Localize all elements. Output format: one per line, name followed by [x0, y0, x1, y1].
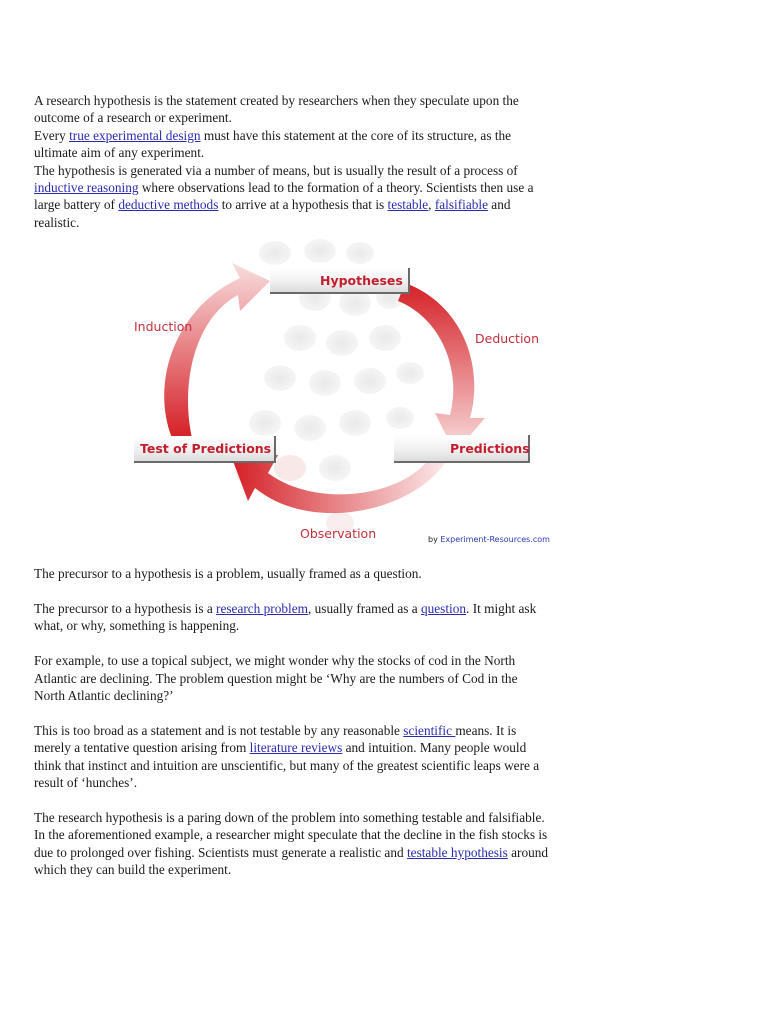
paragraph-too-broad	[34, 722, 549, 792]
p4-text-c: and intuition. Many people would think that instinct and intuition are unscientific, but many of the greatest scientific leaps were a result of ‘hunches’.	[34, 740, 540, 791]
node-hypotheses-label: Hypotheses	[320, 272, 403, 288]
p2-text-b: , usually framed as a	[307, 601, 421, 617]
p2-text-c: . It might ask what, or why, something is happening.	[34, 601, 537, 634]
paragraph-cod-example: For example, to use a topical subject, we might wonder why the stocks of cod in the North Atlantic are declining. The problem question might be ‘Why are the numbers of Cod in the North Atlantic declining?’	[34, 653, 518, 704]
link-deductive-methods[interactable]: deductive methods	[118, 197, 219, 213]
link-testable[interactable]: testable	[387, 197, 429, 213]
p5-text-b: around which they can build the experiment.	[34, 844, 549, 878]
intro-text-3d: ,	[428, 197, 435, 213]
link-true-experimental-design[interactable]: true experimental design	[69, 127, 201, 143]
intro-paragraph	[34, 92, 549, 231]
hypothesis-cycle-diagram	[80, 233, 600, 553]
paragraph-precursor-plain: The precursor to a hypothesis is a problem, usually framed as a question.	[34, 566, 422, 582]
induction-arrow	[164, 263, 270, 438]
paragraph-precursor-linked	[34, 600, 549, 635]
link-research-problem[interactable]: research problem	[216, 601, 308, 617]
intro-text-2b: must have this statement at the core of its structure, as the ultimate aim of any experiment.	[34, 127, 512, 161]
p2-text-a: The precursor to a hypothesis is a	[34, 601, 217, 617]
link-falsifiable[interactable]: falsifiable	[434, 197, 488, 213]
paragraph-paring-down	[34, 809, 549, 879]
p4-text-a: This is too broad as a statement and is not testable by any reasonable	[34, 722, 404, 738]
credit-site: Experiment-Resources.com	[440, 535, 550, 545]
node-predictions	[394, 435, 530, 463]
link-inductive-reasoning[interactable]: inductive reasoning	[34, 180, 139, 196]
link-scientific[interactable]: scientific	[403, 722, 456, 738]
intro-text-3c: to arrive at a hypothesis that is	[218, 197, 388, 213]
link-literature-reviews[interactable]: literature reviews	[249, 740, 343, 756]
credit-by: by	[428, 535, 441, 545]
intro-text-3a: The hypothesis is generated via a number of means, but is usually the result of a process of	[34, 162, 518, 178]
intro-text-1: A research hypothesis is the statement created by researchers when they speculate upon the outcome of a research or experiment.	[34, 93, 519, 126]
node-test-of-predictions-label: Test of Predictions	[140, 441, 272, 457]
intro-text-2a: Every	[34, 127, 70, 143]
link-question[interactable]: question	[420, 601, 467, 617]
intro-text-3e: and realistic.	[34, 197, 511, 230]
edge-label-observation: Observation	[300, 526, 377, 542]
p4-text-b: means. It is merely a tentative question arising from	[34, 722, 517, 756]
intro-text-3b: where observations lead to the formation of a theory. Scientists then use a large battery of	[34, 180, 534, 213]
edge-label-deduction: Deduction	[475, 331, 539, 347]
edge-label-induction: Induction	[134, 319, 193, 335]
link-testable-hypothesis[interactable]: testable hypothesis	[406, 844, 508, 860]
document-page	[34, 92, 549, 879]
node-hypotheses	[270, 268, 410, 294]
node-predictions-label: Predictions	[450, 440, 530, 456]
p5-text-a: The research hypothesis is a paring down of the problem into something testable and falsifiable. In the aforementioned example, a researcher might speculate that the decline in the fish stocks is due to prolonged over fishing. Scientists must generate a realistic and	[34, 809, 548, 860]
node-test-of-predictions	[134, 436, 276, 463]
diagram-credit	[428, 531, 550, 548]
